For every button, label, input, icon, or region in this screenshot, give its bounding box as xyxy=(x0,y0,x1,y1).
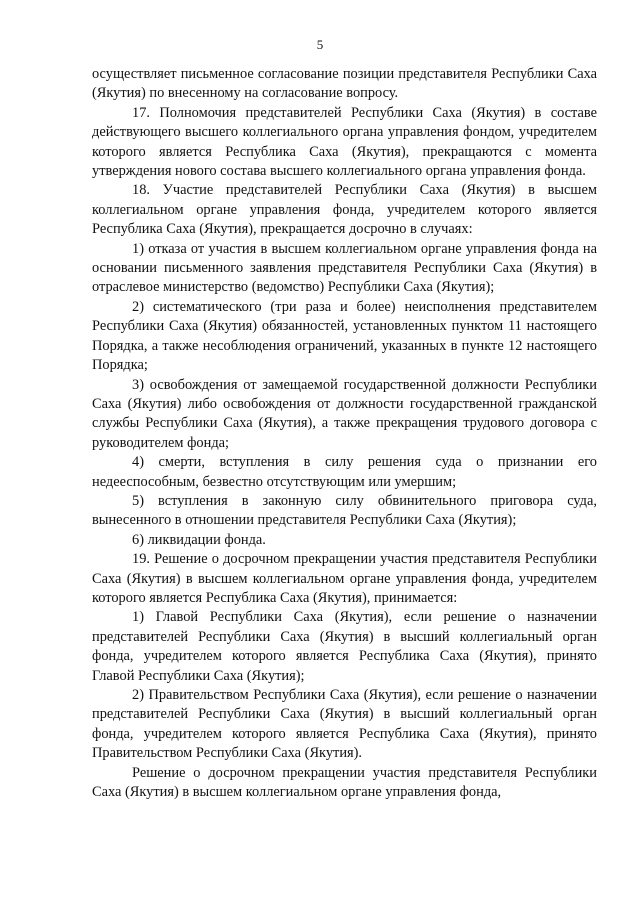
paragraph-item-18-3: 3) освобождения от замещаемой государственной должности Республики Саха (Якутия) либо освобождения от должности государственной гражданской службы Республики Саха (Якутия), а также прекращения трудового договора с руководителем фонда; xyxy=(92,376,597,451)
paragraph-item-18-6: 6) ликвидации фонда. xyxy=(132,531,266,548)
paragraph-item-19: 19. Решение о досрочном прекращении участия представителя Республики Саха (Якутия) в высшем коллегиальном органе управления фонда, учредителем которого является Республика Саха (Якутия), принимается: xyxy=(92,551,597,606)
document-body xyxy=(92,65,597,802)
page-number: 5 xyxy=(316,37,324,52)
paragraph-item-19-2: 2) Правительством Республики Саха (Якутия), если решение о назначении представителей Республики Саха (Якутия) в высший коллегиальный орган фонда, учредителем которого является Республика Саха (Якутия), принято Правительством Республики Саха (Якутия). xyxy=(92,687,597,762)
paragraph-item-18-2: 2) систематического (три раза и более) неисполнения представителем Республики Саха (Якутия) обязанностей, установленных пунктом 11 настоящего Порядка, а также несоблюдения ограничений, указанных в пункте 12 настоящего Порядка; xyxy=(92,298,597,374)
paragraph-item-18-4: 4) смерти, вступления в силу решения суда о признании его недееспособным, безвестно отсутствующим или умершим; xyxy=(92,454,597,490)
paragraph-item-18: 18. Участие представителей Республики Саха (Якутия) в высшем коллегиальном органе управления фонда, учредителем которого является Республика Саха (Якутия), прекращается досрочно в случаях: xyxy=(92,182,597,238)
paragraph-item-17: 17. Полномочия представителей Республики Саха (Якутия) в составе действующего высшего коллегиального органа управления фондом, учредителем которого является Республика Саха (Якутия), прекращаются с момента утверждения нового состава высшего коллегиального органа управления фонда. xyxy=(92,104,597,180)
paragraph-item-18-5: 5) вступления в законную силу обвинительного приговора суда, вынесенного в отношении представителя Республики Саха (Якутия); xyxy=(92,492,597,529)
paragraph-decision: Решение о досрочном прекращении участия представителя Республики Саха (Якутия) в высшем коллегиальном органе управления фонда, xyxy=(92,764,597,801)
paragraph-continuation: осуществляет письменное согласование позиции представителя Республики Саха (Якутия) по внесенному на согласование вопросу. xyxy=(92,66,597,102)
paragraph-item-18-1: 1) отказа от участия в высшем коллегиальном органе управления фонда на основании письменного заявления представителя Республики Саха (Якутия) в отраслевое министерство (ведомство) Республики Саха (Якутия); xyxy=(92,240,597,296)
paragraph-item-19-1: 1) Главой Республики Саха (Якутия), если решение о назначении представителей Республики Саха (Якутия) в высший коллегиальный орган фонда, учредителем которого является Республика Саха (Якутия), принято Главой Республики Саха (Якутия); xyxy=(92,609,597,684)
